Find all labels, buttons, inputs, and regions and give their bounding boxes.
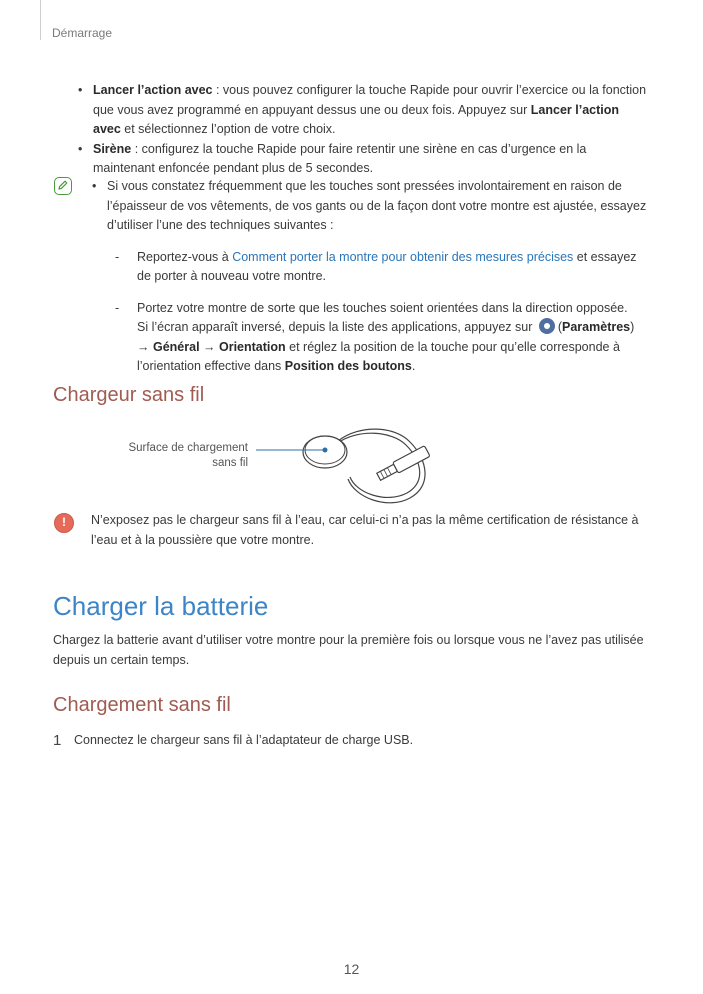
sub-line-1: Portez votre montre de sorte que les touches soient orientées dans la direction opposée.	[137, 300, 628, 315]
term-orientation: Orientation	[219, 339, 286, 354]
dash-marker: -	[115, 249, 120, 264]
bullet-dot: •	[78, 141, 83, 156]
dash-marker: -	[115, 300, 120, 315]
bullet-dot: •	[78, 83, 83, 97]
page-number: 12	[343, 961, 360, 977]
caution-icon: !	[54, 513, 74, 533]
section-title-wireless-charger: Chargeur sans fil	[53, 384, 205, 406]
wireless-charger-figure	[110, 424, 450, 504]
note-sub-item-1	[115, 248, 652, 287]
note-bullet	[92, 177, 652, 236]
sub-text-middle: et réglez la position de la touche pour qu’elle corresponde à l’orientation effective dans	[137, 339, 620, 373]
pencil-note-icon	[54, 177, 72, 195]
note-sub-item-2: - Portez votre montre de sorte que les touches soient orientées dans la direction opposée. Si l’écran apparaît inversé, depuis la liste des applications, appuyez sur (Paramètres) → Général → Orientation et réglez la position de la touche pour qu’elle corresponde à l’orientation effective dans Position des boutons.	[115, 300, 635, 373]
bullet-text-end: et sélectionnez l’option de votre choix.	[120, 122, 336, 136]
sub-text: Si l’écran apparaît inversé, depuis la liste des applications, appuyez sur	[137, 320, 536, 334]
bullet-dot: •	[92, 179, 97, 193]
term-button-position: Position des boutons	[284, 359, 412, 373]
page-header: Démarrage	[52, 26, 113, 40]
sub-text-end: et essayez de porter à nouveau votre montre.	[137, 249, 637, 283]
wear-guide-link[interactable]: Comment porter la montre pour obtenir des mesures précises	[232, 249, 574, 264]
bullet-text: : vous pouvez configurer la touche Rapide pour ouvrir l’exercice ou la fonction que vous avez programmé en appuyant dessus une ou deux fois. Appuyez sur	[93, 83, 647, 117]
warning-text: N’exposez pas le chargeur sans fil à l’eau, car celui-ci n’a pas la même certification de résistance à l’eau et à la poussière que votre montre.	[91, 513, 639, 547]
wireless-charger-illustration	[110, 424, 450, 504]
sub-text-end: .	[411, 359, 416, 373]
term-general: Général	[152, 339, 200, 354]
battery-intro-text: Chargez la batterie avant d’utiliser votre montre pour la première fois ou lorsque vous ne l’avez pas utilisée depuis un certain temps.	[53, 633, 644, 667]
bullet-list	[78, 81, 648, 179]
term-launch-action: Lancer l’action avec	[93, 83, 213, 97]
arrow: →	[137, 339, 153, 354]
figure-label: Surface de chargement sans fil	[128, 442, 248, 469]
section-title-wireless-charging: Chargement sans fil	[53, 694, 231, 716]
arrow: →	[199, 339, 219, 354]
note-block	[92, 177, 652, 377]
margin-rule	[40, 0, 41, 40]
term-launch-action-2: Lancer l’action avec	[93, 102, 620, 136]
section-title-charge-battery: Charger la batterie	[53, 591, 269, 621]
step-text: Connectez le chargeur sans fil à l’adaptateur de charge USB.	[74, 733, 414, 747]
step-number: 1	[53, 732, 62, 749]
settings-gear-icon	[539, 318, 555, 334]
bullet-launch-action	[78, 81, 648, 140]
note-text: Si vous constatez fréquemment que les touches sont pressées involontairement en raison de l’épaisseur de vos vêtements, de vos gants ou de la façon dont votre montre est ajustée, essayez d’utiliser l’une des techniques suivantes :	[107, 179, 647, 232]
term-settings: Paramètres	[562, 320, 631, 334]
term-siren: Sirène	[93, 141, 132, 156]
sub-text: Reportez-vous à	[137, 249, 233, 264]
bullet-siren	[78, 140, 648, 179]
bullet-text: : configurez la touche Rapide pour faire retentir une sirène en cas d’urgence en la maintenant enfoncée pendant plus de 5 secondes.	[93, 141, 587, 175]
